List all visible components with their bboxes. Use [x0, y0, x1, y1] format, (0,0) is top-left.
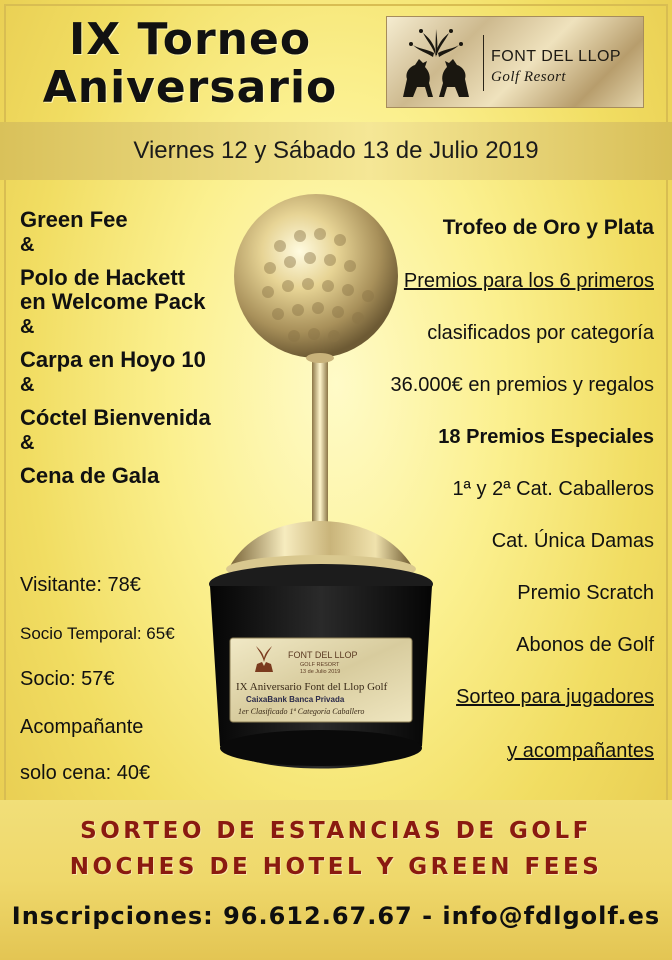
included-item: Carpa en Hoyo 10: [20, 347, 206, 372]
logo-divider: [483, 35, 484, 91]
included-separator: &: [20, 316, 35, 338]
included-item: en Welcome Pack: [20, 289, 206, 314]
title-line-1: IX Torneo: [68, 14, 312, 65]
prize-clasificados: clasificados por categoría: [427, 322, 654, 344]
plaque-brand-sub: GOLF RESORT: [300, 662, 340, 668]
price-acompanante: Acompañante: [20, 716, 144, 738]
prize-abonos: Abonos de Golf: [516, 634, 654, 656]
prize-damas: Cat. Única Damas: [491, 530, 654, 552]
prize-total: 36.000€ en premios y regalos: [390, 374, 654, 396]
included-item: Cóctel Bienvenida: [20, 405, 211, 430]
prize-sorteo-1: Sorteo para jugadores: [456, 686, 654, 708]
plaque-date: 13 de Julio 2019: [300, 669, 341, 675]
included-separator: &: [20, 374, 35, 396]
prize-scratch: Premio Scratch: [517, 582, 654, 604]
included-item: Green Fee: [20, 207, 128, 232]
plaque-title: IX Aniversario Font del Llop Golf: [236, 681, 388, 693]
raffle-line-2: NOCHES DE HOTEL Y GREEN FEES: [69, 854, 603, 880]
plaque-brand: FONT DEL LLOP: [288, 650, 358, 660]
price-socio-temporal: Socio Temporal: 65€: [20, 624, 175, 643]
included-separator: &: [20, 234, 35, 256]
raffle-line-1: SORTEO DE ESTANCIAS DE GOLF: [80, 818, 592, 844]
event-date: Viernes 12 y Sábado 13 de Julio 2019: [133, 137, 539, 164]
price-visitante: Visitante: 78€: [20, 574, 141, 596]
prize-trofeo: Trofeo de Oro y Plata: [442, 216, 654, 239]
included-list: [20, 208, 240, 488]
plaque-award: 1er Clasificado 1ª Categoría Caballero: [238, 707, 365, 716]
prize-especiales: 18 Premios Especiales: [438, 426, 654, 448]
prize-sorteo-2: y acompañantes: [507, 740, 654, 762]
price-solo-cena: solo cena: 40€: [20, 762, 151, 784]
logo-name: FONT DEL LLOP: [491, 48, 622, 65]
contact-info: Inscripciones: 96.612.67.67 - info@fdlgolf.es: [11, 902, 661, 930]
logo-subtitle: Golf Resort: [491, 69, 567, 85]
tournament-title: [20, 16, 360, 112]
included-separator: &: [20, 432, 35, 454]
prize-caballeros: 1ª y 2ª Cat. Caballeros: [452, 478, 654, 500]
prize-premios-6: Premios para los 6 primeros: [403, 270, 654, 292]
price-socio: Socio: 57€: [20, 668, 115, 690]
included-item: Polo de Hackett: [20, 265, 186, 290]
wolves-fountain-icon: [397, 27, 475, 99]
included-item: Cena de Gala: [20, 463, 160, 488]
resort-logo: [386, 16, 644, 108]
title-line-2: Aniversario: [42, 62, 338, 113]
plaque-sponsor: CaixaBank Banca Privada: [246, 695, 345, 704]
